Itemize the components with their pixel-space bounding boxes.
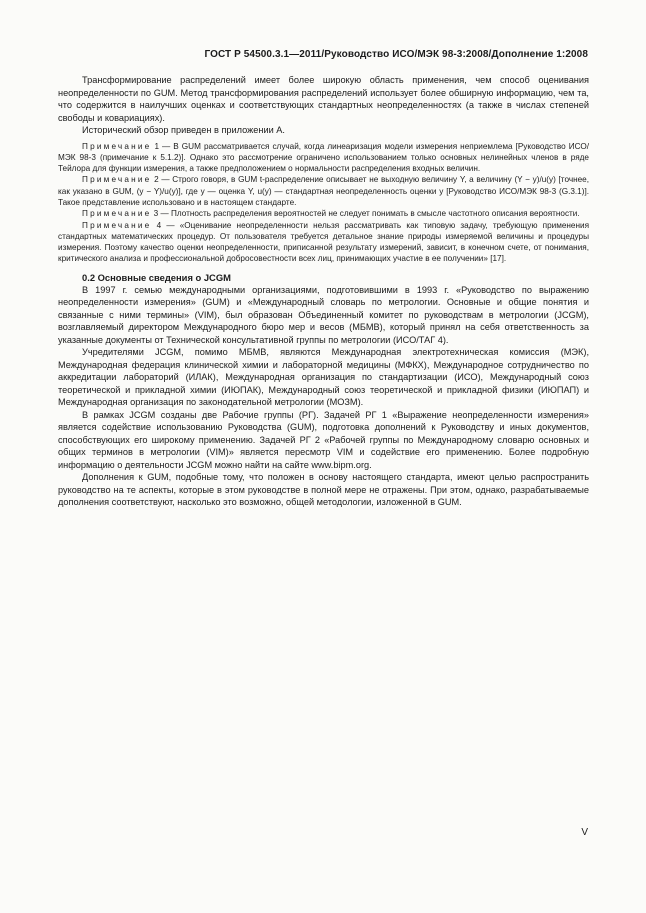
page-header: ГОСТ Р 54500.3.1—2011/Руководство ИСО/МЭК 98-3:2008/Дополнение 1:2008 bbox=[204, 49, 588, 60]
section-heading: 0.2 Основные сведения о JCGM bbox=[82, 271, 231, 283]
note-paragraph bbox=[58, 174, 589, 208]
note-paragraph bbox=[58, 141, 589, 175]
section-paragraph: Учредителями JCGM, помимо МБМВ, являются Международная электротехническая комиссия (МЭК), Международная федерация клинической химии и лабораторной медицины (МФКХ), Международное сотрудничество по аккредитации лабораторий (ИЛАК), Международная организация по стандартизации (ИСО), Международный союз теоретической и прикладной химии (ИЮПАК), Международный союз теоретической и прикладной физики (ИЮПАП) и Международная организация по законодательной метрологии (МОЗМ). bbox=[58, 347, 589, 408]
section-paragraph: В рамках JCGM созданы две Рабочие группы (РГ). Задачей РГ 1 «Выражение неопределенности измерения» является содействие использованию Руководства (GUM), подготовка дополнений к Руководству и иных документов, способствующих его широкому применению. Задачей РГ 2 «Рабочей группы по Международному словарю основных и общих терминов в метрологии (VIM)» является пересмотр VIM и содействие его применению. Более подробную информацию о деятельности JCGM можно найти на сайте www.bipm.org. bbox=[58, 409, 589, 470]
note-paragraph bbox=[58, 220, 589, 265]
note-text: 2 — Строго говоря, в GUM t-распределение описывает не выходную величину Y, а величину (Y − y)/u(y) [точнее, как указано в GUM, (y − Y)/u(y)], где y — оценка Y, u(y) — стандартная неопределенность оценки y [Руководство ИСО/МЭК 98-3 (G.3.1)]. Такое представление использовано и в настоящем стандарте. bbox=[58, 175, 589, 207]
note-text: 4 — «Оценивание неопределенности нельзя рассматривать как типовую задачу, требующую применения стандартных математических процедур. От пользователя требуется детальное знание природы измеряемой величины и процедуры измерения. Поэтому качество оценки неопределенности, приписанной результату измерений, зависит, в конечном счете, от понимания, критического анализа и профессиональной добросовестности всех лиц, принимающих участие в ее получении» [17]. bbox=[58, 220, 589, 264]
page-number: V bbox=[581, 827, 588, 838]
section-paragraph: В 1997 г. семью международными организациями, подготовившими в 1993 г. «Руководство по выражению неопределенности измерения» (GUM) и «Международный словарь по метрологии. Основные и общие понятия и связанные с ними термины» (VIM), был образован Объединенный комитет по руководствам в метрологии (JCGM), возглавляемый директором Международного бюро мер и весов (МБМВ), который принял на себя ответственность за указанные документы от Технической консультативной группы по метрологии (ИСО/ТАГ 4). bbox=[58, 284, 589, 345]
section-paragraph: Дополнения к GUM, подобные тому, что положен в основу настоящего стандарта, имеют целью распространить руководство на те аспекты, которые в этом руководстве в полной мере не отражены. При этом, однако, разрабатываемые дополнения соответствуют, насколько это возможно, общей методологии, изложенной в GUM. bbox=[58, 472, 589, 508]
note-label: Примечание bbox=[82, 209, 152, 219]
note-label: Примечание bbox=[82, 141, 152, 151]
note-paragraph bbox=[58, 208, 589, 219]
page-content bbox=[58, 74, 589, 509]
note-text: 1 — В GUM рассматривается случай, когда линеаризация модели измерения неприемлема [Руководство ИСО/МЭК 98-3 (примечание к 5.1.2)]. Однако это рассмотрение ограничено использованием только основных нелинейных членов в ряде Тейлора для функции измерения, а также предположением о нормальности распределения входных величин. bbox=[58, 141, 589, 174]
intro-paragraph: Трансформирование распределений имеет более широкую область применения, чем способ оценивания неопределенности по GUM. Метод трансформирования распределений использует более обширную информацию, чем та, что содержится в наилучших оценках и соответствующих стандартных неопределенностях (а также в числах степеней свободы и ковариациях). bbox=[58, 75, 589, 123]
note-text: 3 — Плотность распределения вероятностей не следует понимать в смысле частотного описания вероятности. bbox=[151, 209, 580, 219]
note-label: Примечание bbox=[82, 220, 152, 230]
note-label: Примечание bbox=[82, 175, 152, 185]
intro-paragraph: Исторический обзор приведен в приложении А. bbox=[82, 125, 285, 135]
